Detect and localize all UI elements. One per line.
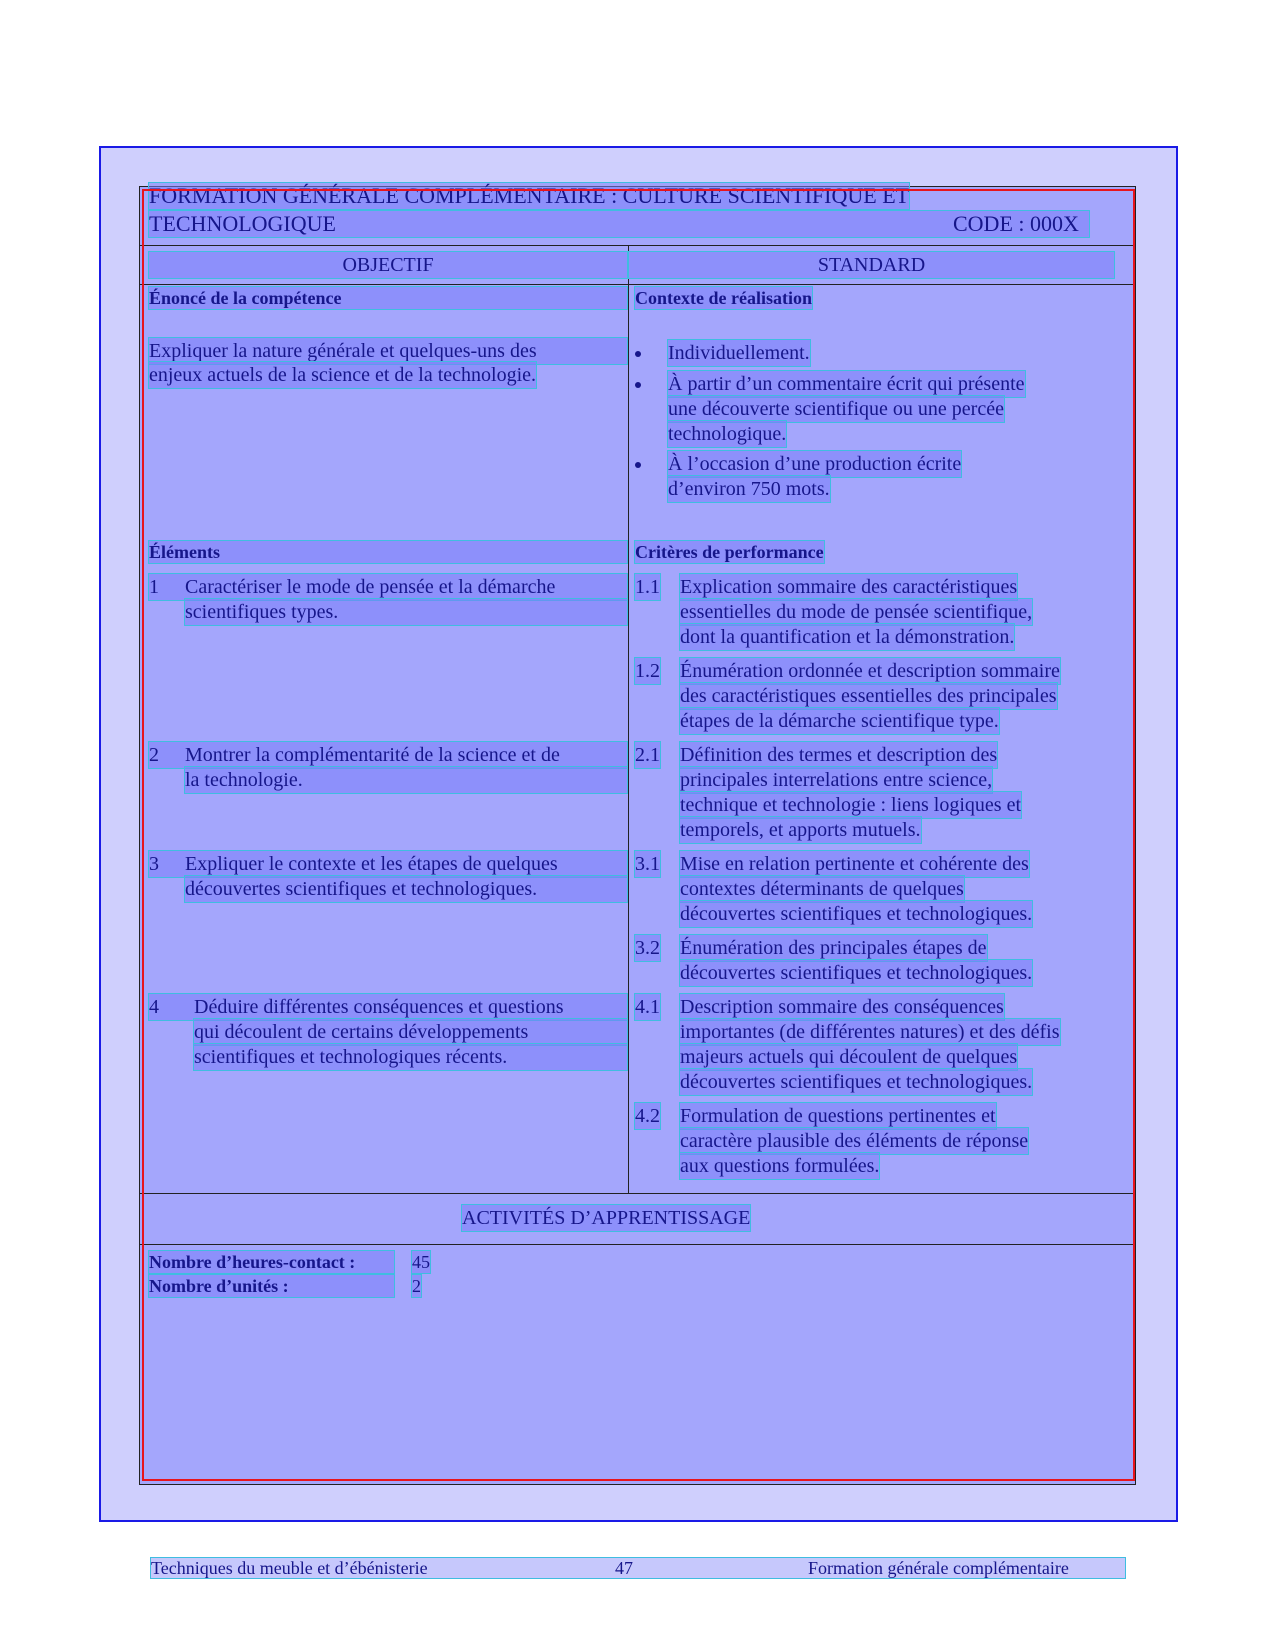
criterion-4-1-line3: majeurs actuels qui découlent de quelques	[680, 1046, 1018, 1068]
header-title-line1: FORMATION GÉNÉRALE COMPLÉMENTAIRE : CULTURE SCIENTIFIQUE ET	[149, 183, 910, 208]
element-1-line1: Caractériser le mode de pensée et la démarche	[185, 576, 556, 598]
criteria-heading: Critères de performance	[635, 542, 824, 562]
criterion-1-2-line1: Énumération ordonnée et description sommaire	[680, 660, 1060, 682]
bullet-2	[635, 375, 641, 393]
header-title-line2: TECHNOLOGIQUE	[149, 211, 1089, 237]
units-value: 2	[412, 1276, 421, 1296]
bullet-dot-icon	[635, 462, 641, 468]
criterion-4-2-number: 4.2	[635, 1105, 660, 1127]
context-bullet-1: Individuellement.	[668, 342, 810, 364]
competence-text-line2: enjeux actuels de la science et de la technologie.	[149, 364, 537, 386]
context-bullet-2-line3: technologique.	[668, 423, 787, 445]
criterion-2-1-line3: technique et technologie : liens logiques et	[680, 794, 1022, 816]
criterion-4-2-line3: aux questions formulées.	[680, 1155, 880, 1177]
criterion-1-1-number: 1.1	[635, 576, 660, 598]
bullet-dot-icon	[635, 351, 641, 357]
divider-header	[139, 245, 1136, 246]
element-3-number: 3	[149, 851, 627, 877]
criterion-3-1-line2: contextes déterminants de quelques	[680, 878, 964, 900]
element-2-line1: Montrer la complémentarité de la science et de	[185, 744, 560, 766]
bullet-3	[635, 455, 641, 473]
criterion-1-2-number: 1.2	[635, 660, 660, 682]
criterion-4-1-number: 4.1	[635, 996, 660, 1018]
criterion-4-2-line2: caractère plausible des éléments de réponse	[680, 1130, 1029, 1152]
element-2-number: 2	[149, 742, 627, 768]
criterion-1-1-line1: Explication sommaire des caractéristiques	[680, 576, 1018, 598]
criterion-2-1-line4: temporels, et apports mutuels.	[680, 819, 921, 841]
element-4-number: 4	[149, 994, 627, 1020]
hours-value: 45	[412, 1252, 430, 1272]
criterion-3-1-line1: Mise en relation pertinente et cohérente des	[680, 853, 1029, 875]
elements-heading: Éléments	[149, 541, 627, 563]
hours-label: Nombre d’heures-contact :	[149, 1251, 394, 1273]
footer-left: Techniques du meuble et d’ébénisterie	[151, 1558, 428, 1578]
competence-text-line1: Expliquer la nature générale et quelques-uns des	[149, 338, 627, 364]
criterion-2-1-line2: principales interrelations entre science,	[680, 769, 993, 791]
divider-vertical	[628, 245, 629, 1193]
element-4-line2: qui découlent de certains développements	[194, 1019, 627, 1045]
column-header-standard	[629, 252, 1114, 278]
criterion-4-1-line1: Description sommaire des conséquences	[680, 996, 1004, 1018]
criterion-4-1-line4: découvertes scientifiques et technologiques.	[680, 1071, 1033, 1093]
criterion-3-1-number: 3.1	[635, 853, 660, 875]
divider-activities-top	[139, 1193, 1136, 1194]
competence-heading: Énoncé de la compétence	[149, 287, 627, 309]
footer-page-number: 47	[615, 1558, 633, 1578]
element-1-line2: scientifiques types.	[185, 599, 627, 625]
element-2-line2: la technologie.	[185, 767, 627, 793]
criterion-4-2-line1: Formulation de questions pertinentes et	[680, 1105, 996, 1127]
bullet-dot-icon	[635, 382, 641, 388]
element-4-line1: Déduire différentes conséquences et questions	[194, 996, 564, 1018]
criterion-3-2-line1: Énumération des principales étapes de	[680, 937, 987, 959]
activities-heading: ACTIVITÉS D’APPRENTISSAGE	[462, 1207, 751, 1229]
footer-right: Formation générale complémentaire	[808, 1558, 1069, 1578]
criterion-1-2-line3: étapes de la démarche scientifique type.	[680, 710, 999, 732]
divider-activities-bottom	[139, 1244, 1136, 1245]
criterion-1-1-line2: essentielles du mode de pensée scientifique,	[680, 601, 1033, 623]
criterion-4-1-line2: importantes (de différentes natures) et des défis	[680, 1021, 1060, 1043]
header-code: CODE : 000X	[953, 211, 1079, 236]
column-header-standard-label: STANDARD	[817, 254, 926, 276]
column-header-objectif-label: OBJECTIF	[342, 254, 434, 276]
element-3-line1: Expliquer le contexte et les étapes de quelques	[185, 853, 558, 875]
context-bullet-3-line1: À l’occasion d’une production écrite	[668, 453, 962, 475]
element-3-line2: découvertes scientifiques et technologiques.	[185, 876, 627, 902]
units-label: Nombre d’unités :	[149, 1275, 394, 1297]
element-4-line3: scientifiques et technologiques récents.	[194, 1044, 627, 1070]
criterion-3-1-line3: découvertes scientifiques et technologiques.	[680, 903, 1033, 925]
criterion-1-2-line2: des caractéristiques essentielles des principales	[680, 685, 1057, 707]
context-heading: Contexte de réalisation	[635, 288, 812, 308]
context-bullet-2-line1: À partir d’un commentaire écrit qui présente	[668, 373, 1025, 395]
criterion-2-1-line1: Définition des termes et description des	[680, 744, 998, 766]
element-1-number: 1	[149, 574, 627, 600]
context-bullet-3-line2: d’environ 750 mots.	[668, 478, 830, 500]
criterion-1-1-line3: dont la quantification et la démonstration.	[680, 626, 1015, 648]
divider-columns	[139, 284, 1136, 285]
criterion-2-1-number: 2.1	[635, 744, 660, 766]
criterion-3-2-number: 3.2	[635, 937, 660, 959]
column-header-objectif	[149, 252, 627, 278]
context-bullet-2-line2: une découverte scientifique ou une percée	[668, 398, 1004, 420]
bullet-1	[635, 344, 641, 362]
criterion-3-2-line2: découvertes scientifiques et technologiques.	[680, 962, 1033, 984]
